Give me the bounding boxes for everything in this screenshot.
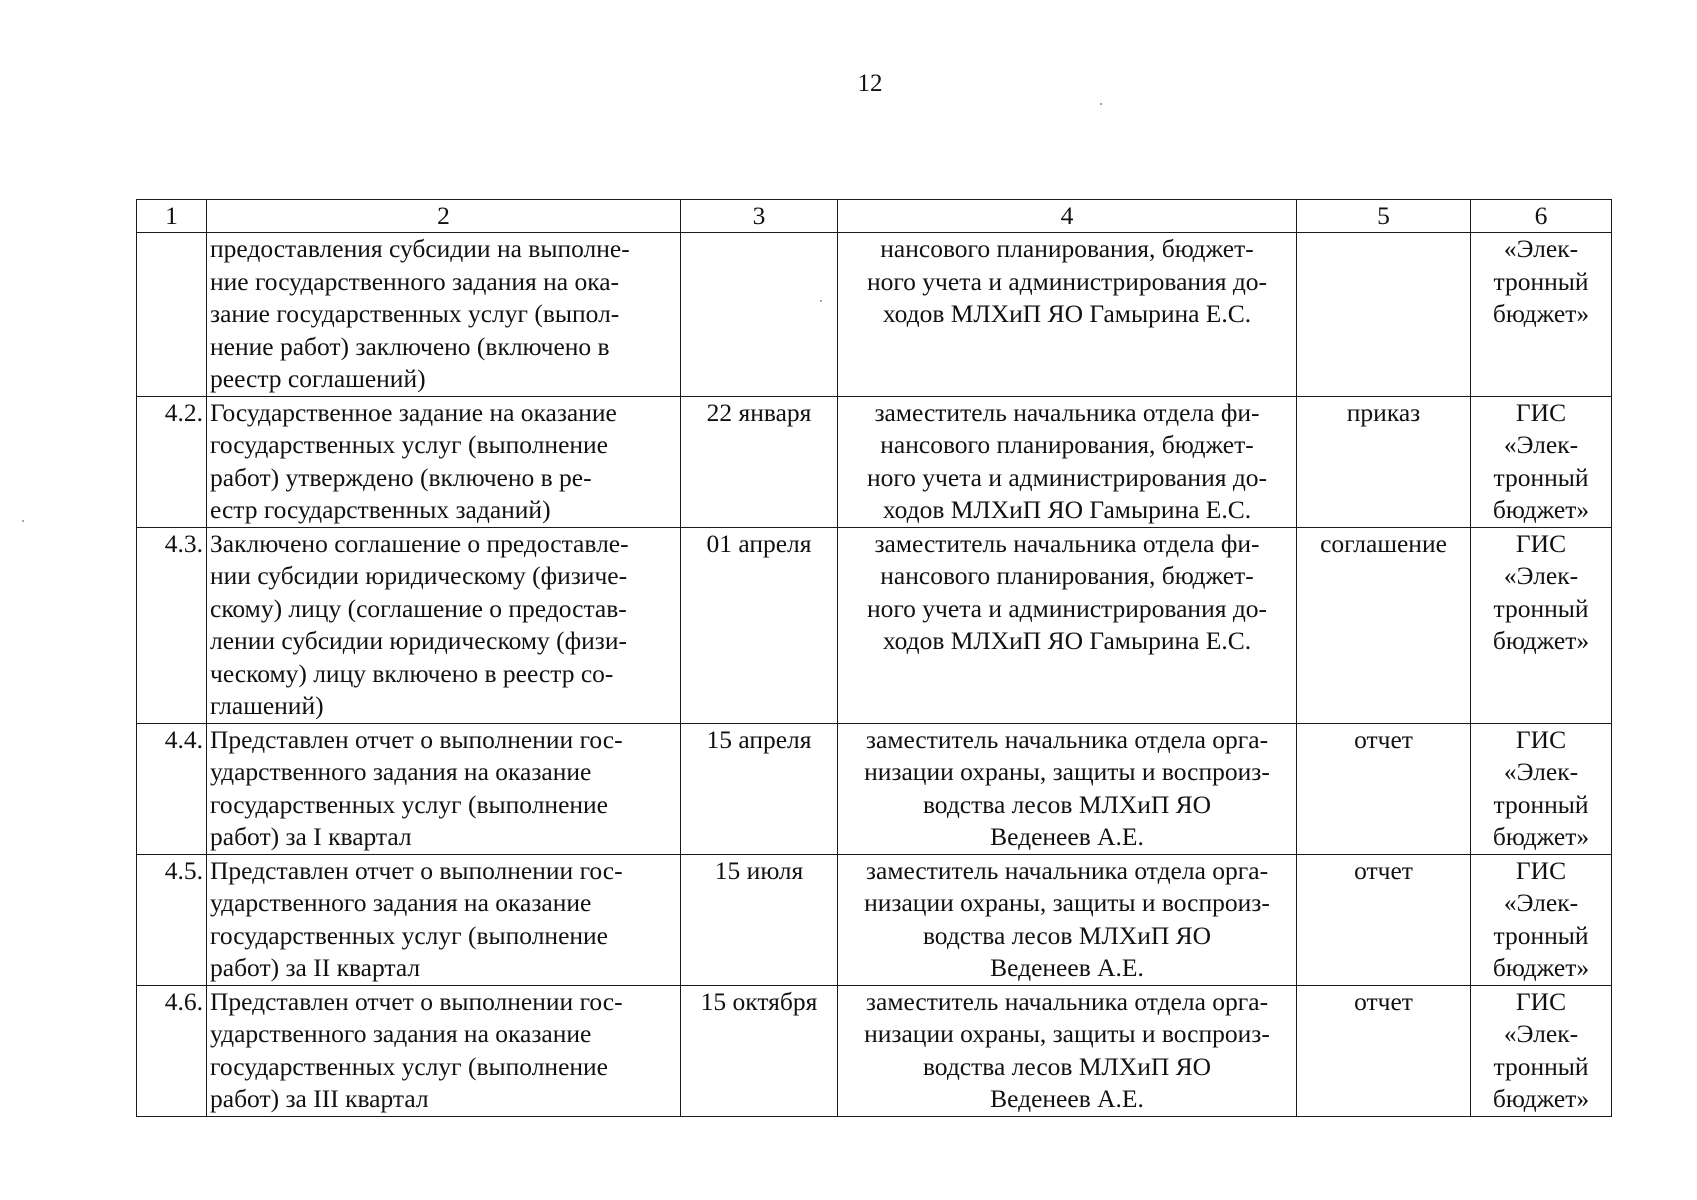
- information-system-line: бюджет»: [1492, 299, 1590, 328]
- event-description-line: ударственного задания на оказание: [210, 757, 592, 786]
- event-description-line: глашений): [210, 691, 324, 720]
- page-number: 12: [857, 70, 883, 97]
- document-type: соглашение: [1297, 527, 1471, 723]
- information-system-line: бюджет»: [1492, 495, 1590, 524]
- row-number: 4.2.: [137, 396, 207, 527]
- event-description-line: нии субсидии юридическому (физиче-: [210, 561, 628, 590]
- information-system-line: «Элек-: [1503, 561, 1579, 590]
- event-description-line: работ) утверждено (включено в ре-: [210, 462, 592, 492]
- information-system-line: ГИС: [1515, 397, 1567, 427]
- event-description-line: естр государственных заданий): [210, 495, 551, 524]
- information-system-line: «Элек-: [1503, 234, 1579, 263]
- responsible-person-line: ходов МЛХиП ЯО Гамырина Е.С.: [882, 495, 1252, 524]
- document-type: отчет: [1297, 723, 1471, 854]
- row-number: 4.3.: [137, 527, 207, 723]
- deadline-date: 15 июля: [681, 854, 838, 985]
- responsible-person-line: Веденеев А.Е.: [990, 953, 1144, 982]
- scan-speck: [22, 520, 24, 522]
- event-description-line: нение работ) заключено (включено в: [210, 331, 610, 361]
- table-row: [137, 985, 1612, 1116]
- header-cell-1: 1: [137, 200, 207, 233]
- information-system: [1471, 527, 1612, 723]
- responsible-person-line: ходов МЛХиП ЯО Гамырина Е.С.: [882, 626, 1252, 655]
- responsible-person-line: Веденеев А.Е.: [990, 1084, 1144, 1113]
- event-description-line: ударственного задания на оказание: [210, 888, 592, 917]
- deadline-date: 01 апреля: [681, 527, 838, 723]
- row-number: 4.6.: [137, 985, 207, 1116]
- responsible-person-line: ного учета и администрирования до-: [866, 462, 1268, 492]
- responsible-person-line: низации охраны, защиты и воспроиз-: [864, 888, 1270, 917]
- table-row: [137, 527, 1612, 723]
- information-system-line: тронный: [1493, 462, 1589, 492]
- responsible-person-line: низации охраны, защиты и воспроиз-: [864, 1019, 1270, 1048]
- information-system-line: ГИС: [1515, 986, 1567, 1016]
- schedule-table: [136, 199, 1612, 1117]
- information-system-line: «Элек-: [1503, 430, 1579, 459]
- event-description-line: государственных услуг (выполнение: [210, 430, 609, 459]
- event-description-line: реестр соглашений): [210, 364, 426, 393]
- information-system-line: бюджет»: [1492, 626, 1590, 655]
- responsible-person-line: заместитель начальника отдела орга-: [865, 724, 1269, 754]
- event-description-line: скому) лицу (соглашение о предостав-: [210, 593, 627, 623]
- event-description: [207, 527, 681, 723]
- row-number: 4.5.: [137, 854, 207, 985]
- event-description-line: ние государственного задания на ока-: [210, 266, 620, 296]
- event-description-line: Заключено соглашение о предоставле-: [210, 528, 629, 558]
- table-row: [137, 723, 1612, 854]
- information-system-line: ГИС: [1515, 528, 1567, 558]
- information-system: [1471, 985, 1612, 1116]
- responsible-person-line: водства лесов МЛХиП ЯО: [922, 1051, 1212, 1081]
- header-cell-4: 4: [838, 200, 1297, 233]
- responsible-person-line: низации охраны, защиты и воспроиз-: [864, 757, 1270, 786]
- information-system-line: «Элек-: [1503, 1019, 1579, 1048]
- event-description-line: предоставления субсидии на выполне-: [210, 234, 630, 263]
- table-row: [137, 233, 1612, 397]
- event-description: [207, 985, 681, 1116]
- deadline-date: 15 октября: [681, 985, 838, 1116]
- responsible-person: [838, 985, 1297, 1116]
- information-system-line: ГИС: [1515, 855, 1567, 885]
- header-cell-2: 2: [207, 200, 681, 233]
- responsible-person-line: ходов МЛХиП ЯО Гамырина Е.С.: [882, 299, 1252, 328]
- responsible-person-line: заместитель начальника отдела фи-: [874, 528, 1260, 558]
- responsible-person-line: водства лесов МЛХиП ЯО: [922, 789, 1212, 819]
- responsible-person: [838, 527, 1297, 723]
- information-system: [1471, 396, 1612, 527]
- document-type: отчет: [1297, 854, 1471, 985]
- information-system-line: тронный: [1493, 789, 1589, 819]
- responsible-person-line: ного учета и администрирования до-: [866, 266, 1268, 296]
- information-system: [1471, 854, 1612, 985]
- document-type: отчет: [1297, 985, 1471, 1116]
- responsible-person-line: нансового планирования, бюджет-: [880, 561, 1254, 590]
- responsible-person: [838, 396, 1297, 527]
- table-row: [137, 854, 1612, 985]
- scan-speck: [820, 300, 822, 302]
- deadline-date: 15 апреля: [681, 723, 838, 854]
- deadline-date: [681, 233, 838, 397]
- event-description-line: Государственное задание на оказание: [210, 397, 617, 427]
- information-system: [1471, 233, 1612, 397]
- information-system-line: «Элек-: [1503, 757, 1579, 786]
- responsible-person-line: заместитель начальника отдела фи-: [874, 397, 1260, 427]
- responsible-person-line: водства лесов МЛХиП ЯО: [922, 920, 1212, 950]
- responsible-person-line: ного учета и администрирования до-: [866, 593, 1268, 623]
- information-system-line: бюджет»: [1492, 1084, 1590, 1113]
- row-number: 4.4.: [137, 723, 207, 854]
- information-system-line: тронный: [1493, 1051, 1589, 1081]
- information-system-line: «Элек-: [1503, 888, 1579, 917]
- information-system-line: тронный: [1493, 593, 1589, 623]
- event-description: [207, 396, 681, 527]
- table-row: [137, 396, 1612, 527]
- responsible-person-line: заместитель начальника отдела орга-: [865, 855, 1269, 885]
- responsible-person-line: нансового планирования, бюджет-: [880, 234, 1254, 263]
- responsible-person-line: нансового планирования, бюджет-: [880, 430, 1254, 459]
- information-system-line: бюджет»: [1492, 953, 1590, 982]
- information-system-line: тронный: [1493, 266, 1589, 296]
- event-description-line: лении субсидии юридическому (физи-: [210, 626, 627, 655]
- event-description: [207, 233, 681, 397]
- responsible-person-line: заместитель начальника отдела орга-: [865, 986, 1269, 1016]
- event-description-line: государственных услуг (выполнение: [210, 789, 609, 819]
- deadline-date: 22 января: [681, 396, 838, 527]
- information-system: [1471, 723, 1612, 854]
- event-description-line: Представлен отчет о выполнении гос-: [210, 724, 623, 754]
- event-description-line: государственных услуг (выполнение: [210, 920, 609, 950]
- responsible-person-line: Веденеев А.Е.: [990, 822, 1144, 851]
- event-description-line: ударственного задания на оказание: [210, 1019, 592, 1048]
- responsible-person: [838, 233, 1297, 397]
- event-description: [207, 723, 681, 854]
- scan-speck: [1100, 103, 1102, 105]
- event-description-line: работ) за II квартал: [210, 953, 421, 982]
- event-description-line: государственных услуг (выполнение: [210, 1051, 609, 1081]
- information-system-line: бюджет»: [1492, 822, 1590, 851]
- header-cell-3: 3: [681, 200, 838, 233]
- table-header-row: [137, 200, 1612, 233]
- information-system-line: тронный: [1493, 920, 1589, 950]
- document-type: приказ: [1297, 396, 1471, 527]
- responsible-person: [838, 723, 1297, 854]
- responsible-person: [838, 854, 1297, 985]
- table-body: [137, 200, 1612, 1117]
- event-description-line: работ) за I квартал: [210, 822, 412, 851]
- information-system-line: ГИС: [1515, 724, 1567, 754]
- document-type: [1297, 233, 1471, 397]
- event-description-line: Представлен отчет о выполнении гос-: [210, 986, 623, 1016]
- event-description-line: зание государственных услуг (выпол-: [210, 299, 620, 328]
- event-description-line: Представлен отчет о выполнении гос-: [210, 855, 623, 885]
- event-description-line: ческому) лицу включено в реестр со-: [210, 658, 614, 688]
- header-cell-5: 5: [1297, 200, 1471, 233]
- event-description-line: работ) за III квартал: [210, 1084, 429, 1113]
- event-description: [207, 854, 681, 985]
- header-cell-6: 6: [1471, 200, 1612, 233]
- row-number: [137, 233, 207, 397]
